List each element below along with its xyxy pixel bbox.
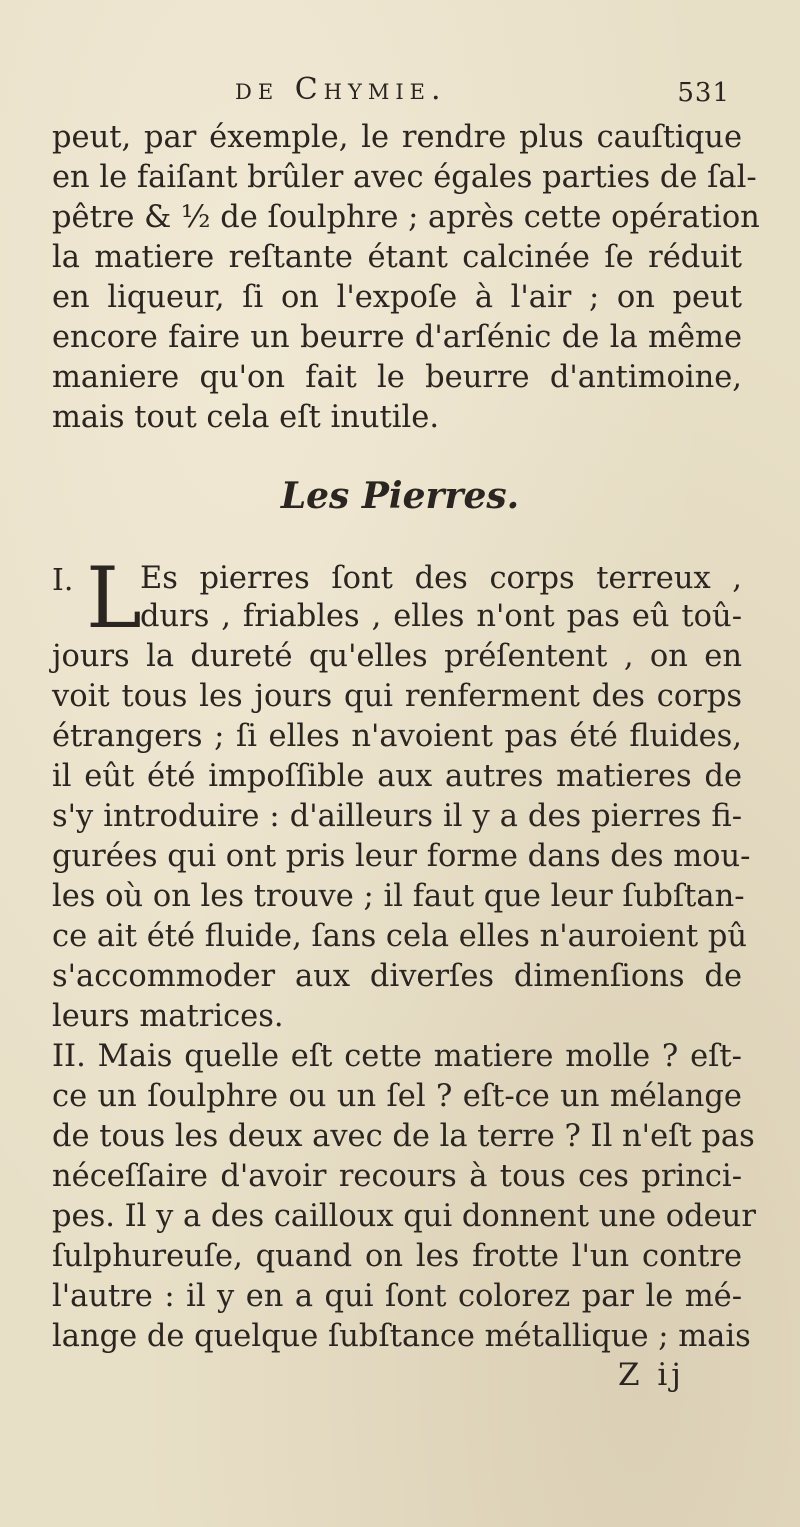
- text-line: s'y introduire : d'ailleurs il y a des pierres fi-: [52, 799, 742, 834]
- text-line: pes. Il y a des cailloux qui donnent une odeur: [52, 1199, 756, 1234]
- text-line: en liqueur, ſi on l'expoſe à l'air ; on peut: [52, 280, 742, 315]
- text-line: l'autre : il y en a qui ſont colorez par le mé-: [52, 1279, 742, 1314]
- text-line: pêtre & ½ de ſoulphre ; après cette opération: [52, 200, 760, 235]
- text-line: il eût été impoſſible aux autres matieres de: [52, 759, 742, 794]
- text-line: de tous les deux avec de la terre ? Il n'eſt pas: [52, 1119, 755, 1154]
- text-line: lange de quelque ſubſtance métallique ; mais: [52, 1319, 751, 1354]
- text-line: néceſſaire d'avoir recours à tous ces princi-: [52, 1159, 742, 1194]
- text-line: ſulphureuſe, quand on les frotte l'un contre: [52, 1239, 742, 1274]
- text-line: ce un ſoulphre ou un ſel ? eſt-ce un mélange: [52, 1079, 742, 1114]
- text-line: maniere qu'on fait le beurre d'antimoine,: [52, 360, 742, 395]
- text-line: encore faire un beurre d'arſénic de la même: [52, 320, 742, 355]
- text-line: peut, par éxemple, le rendre plus cauſtique: [52, 120, 742, 155]
- opening-paragraph: [52, 118, 760, 438]
- text-line: gurées qui ont pris leur forme dans des mou-: [52, 839, 751, 874]
- text-line: voit tous les jours qui renferment des corps: [52, 679, 742, 714]
- text-line: leurs matrices.: [52, 999, 284, 1034]
- text-line: en le faiſant brûler avec égales parties de ſal-: [52, 160, 757, 195]
- page-number: 531: [677, 78, 730, 108]
- text-line: mais tout cela eſt inutile.: [52, 400, 440, 435]
- text-line: les où on les trouve ; il faut que leur ſubſtan-: [52, 879, 745, 914]
- running-head-title: de Chymie.: [235, 72, 447, 107]
- running-head: [150, 72, 730, 122]
- text-line: Es pierres ſont des corps terreux ,: [140, 561, 742, 596]
- text-line: jours la dureté qu'elles préſentent , on en: [52, 639, 742, 674]
- text-line: la matiere reſtante étant calcinée ſe réduit: [52, 240, 742, 275]
- text-line: s'accommoder aux diverſes dimenſions de: [52, 959, 742, 994]
- text-line: II. Mais quelle eſt cette matiere molle ? eſt-: [52, 1039, 742, 1074]
- section-two-paragraph: [52, 1037, 756, 1357]
- catchword-signature: Z ij: [618, 1357, 685, 1393]
- section-number: I.: [52, 563, 74, 598]
- section-heading: Les Pierres.: [280, 475, 520, 517]
- drop-cap: L: [86, 549, 142, 647]
- text-line: étrangers ; ſi elles n'avoient pas été fluides,: [52, 719, 742, 754]
- section-one-paragraph: [52, 637, 751, 1037]
- text-line: durs , friables , elles n'ont pas eû toû-: [140, 599, 742, 634]
- text-line: ce ait été fluide, ſans cela elles n'auroient pû: [52, 919, 748, 954]
